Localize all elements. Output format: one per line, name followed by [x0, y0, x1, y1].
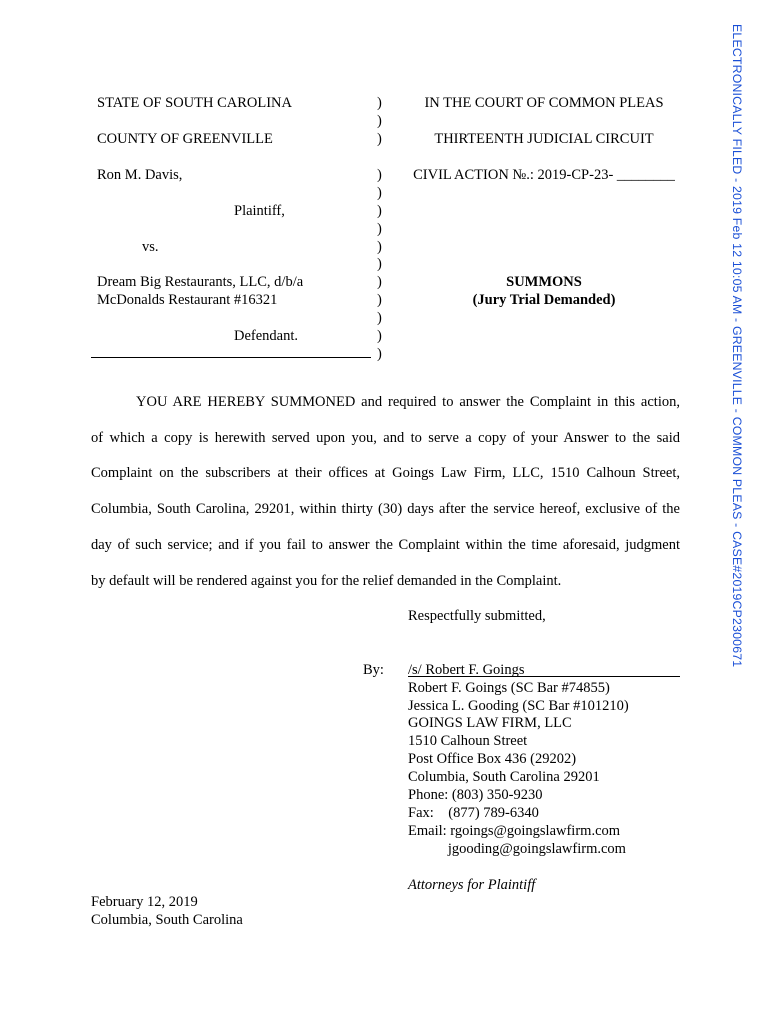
- closing: Respectfully submitted,: [408, 608, 546, 624]
- attorney-info-line: Post Office Box 436 (29202): [408, 751, 577, 767]
- caption-paren: ): [377, 203, 382, 219]
- caption-paren: ): [377, 131, 382, 147]
- caption-paren: ): [377, 167, 382, 183]
- caption-circuit: THIRTEENTH JUDICIAL CIRCUIT: [434, 131, 654, 147]
- document-place: Columbia, South Carolina: [91, 912, 243, 928]
- body-line: by default will be rendered against you for the relief demanded in the Complaint.: [91, 573, 562, 589]
- body-line: Columbia, South Carolina, 29201, within thirty (30) days after the service hereof, exclusive of the: [91, 501, 680, 517]
- caption-plaintiff-name: Ron M. Davis,: [97, 167, 183, 183]
- caption-paren: ): [377, 221, 382, 237]
- caption-defendant-line1: Dream Big Restaurants, LLC, d/b/a: [97, 274, 304, 290]
- body-line: Complaint on the subscribers at their offices at Goings Law Firm, LLC, 1510 Calhoun Street,: [91, 465, 680, 481]
- signature-line: [408, 676, 680, 677]
- document-date: February 12, 2019: [91, 894, 198, 910]
- caption-vs: vs.: [142, 239, 159, 255]
- caption-paren: ): [377, 274, 382, 290]
- caption-paren: ): [377, 185, 382, 201]
- caption-plaintiff-role: Plaintiff,: [234, 203, 285, 219]
- document-subtitle: (Jury Trial Demanded): [472, 292, 616, 308]
- attorney-info-line: Robert F. Goings (SC Bar #74855): [408, 680, 610, 696]
- caption-paren: ): [377, 113, 382, 129]
- attorney-info-line: Jessica L. Gooding (SC Bar #101210): [408, 698, 629, 714]
- electronic-filing-stamp: ELECTRONICALLY FILED - 2019 Feb 12 10:05 AM - GREENVILLE - COMMON PLEAS - CASE#2019CP2300671: [730, 24, 744, 668]
- caption-civil-action: CIVIL ACTION №.: 2019-CP-23- ________: [413, 167, 675, 183]
- attorney-info-line: Email: rgoings@goingslawfirm.com: [408, 823, 621, 839]
- attorney-info-line: 1510 Calhoun Street: [408, 733, 528, 749]
- caption-defendant-line2: McDonalds Restaurant #16321: [97, 292, 278, 308]
- attorney-info-line: GOINGS LAW FIRM, LLC: [408, 715, 572, 731]
- caption-county: COUNTY OF GREENVILLE: [97, 131, 273, 147]
- caption-underline: [91, 357, 371, 358]
- body-line: YOU ARE HEREBY SUMMONED and required to answer the Complaint in this action,: [136, 394, 680, 410]
- body-line: day of such service; and if you fail to answer the Complaint within the time aforesaid, judgment: [91, 537, 680, 553]
- attorney-info-line: Fax: (877) 789-6340: [408, 805, 539, 821]
- caption-paren: ): [377, 95, 382, 111]
- caption-paren: ): [377, 239, 382, 255]
- attorney-info-line: Columbia, South Carolina 29201: [408, 769, 600, 785]
- caption-defendant-role: Defendant.: [234, 328, 299, 344]
- electronic-signature: /s/ Robert F. Goings: [408, 662, 525, 678]
- caption-court: IN THE COURT OF COMMON PLEAS: [424, 95, 664, 111]
- document-title: SUMMONS: [506, 274, 582, 290]
- caption-paren: ): [377, 328, 382, 344]
- attorneys-for-label: Attorneys for Plaintiff: [408, 877, 536, 893]
- caption-paren: ): [377, 310, 382, 326]
- attorney-info-line: jgooding@goingslawfirm.com: [408, 841, 626, 857]
- caption-paren: ): [377, 256, 382, 272]
- by-label: By:: [363, 662, 384, 678]
- body-line: of which a copy is herewith served upon you, and to serve a copy of your Answer to the said: [91, 430, 680, 446]
- caption-paren: ): [377, 346, 382, 362]
- caption-state: STATE OF SOUTH CAROLINA: [97, 95, 292, 111]
- caption-paren: ): [377, 292, 382, 308]
- attorney-info-line: Phone: (803) 350-9230: [408, 787, 543, 803]
